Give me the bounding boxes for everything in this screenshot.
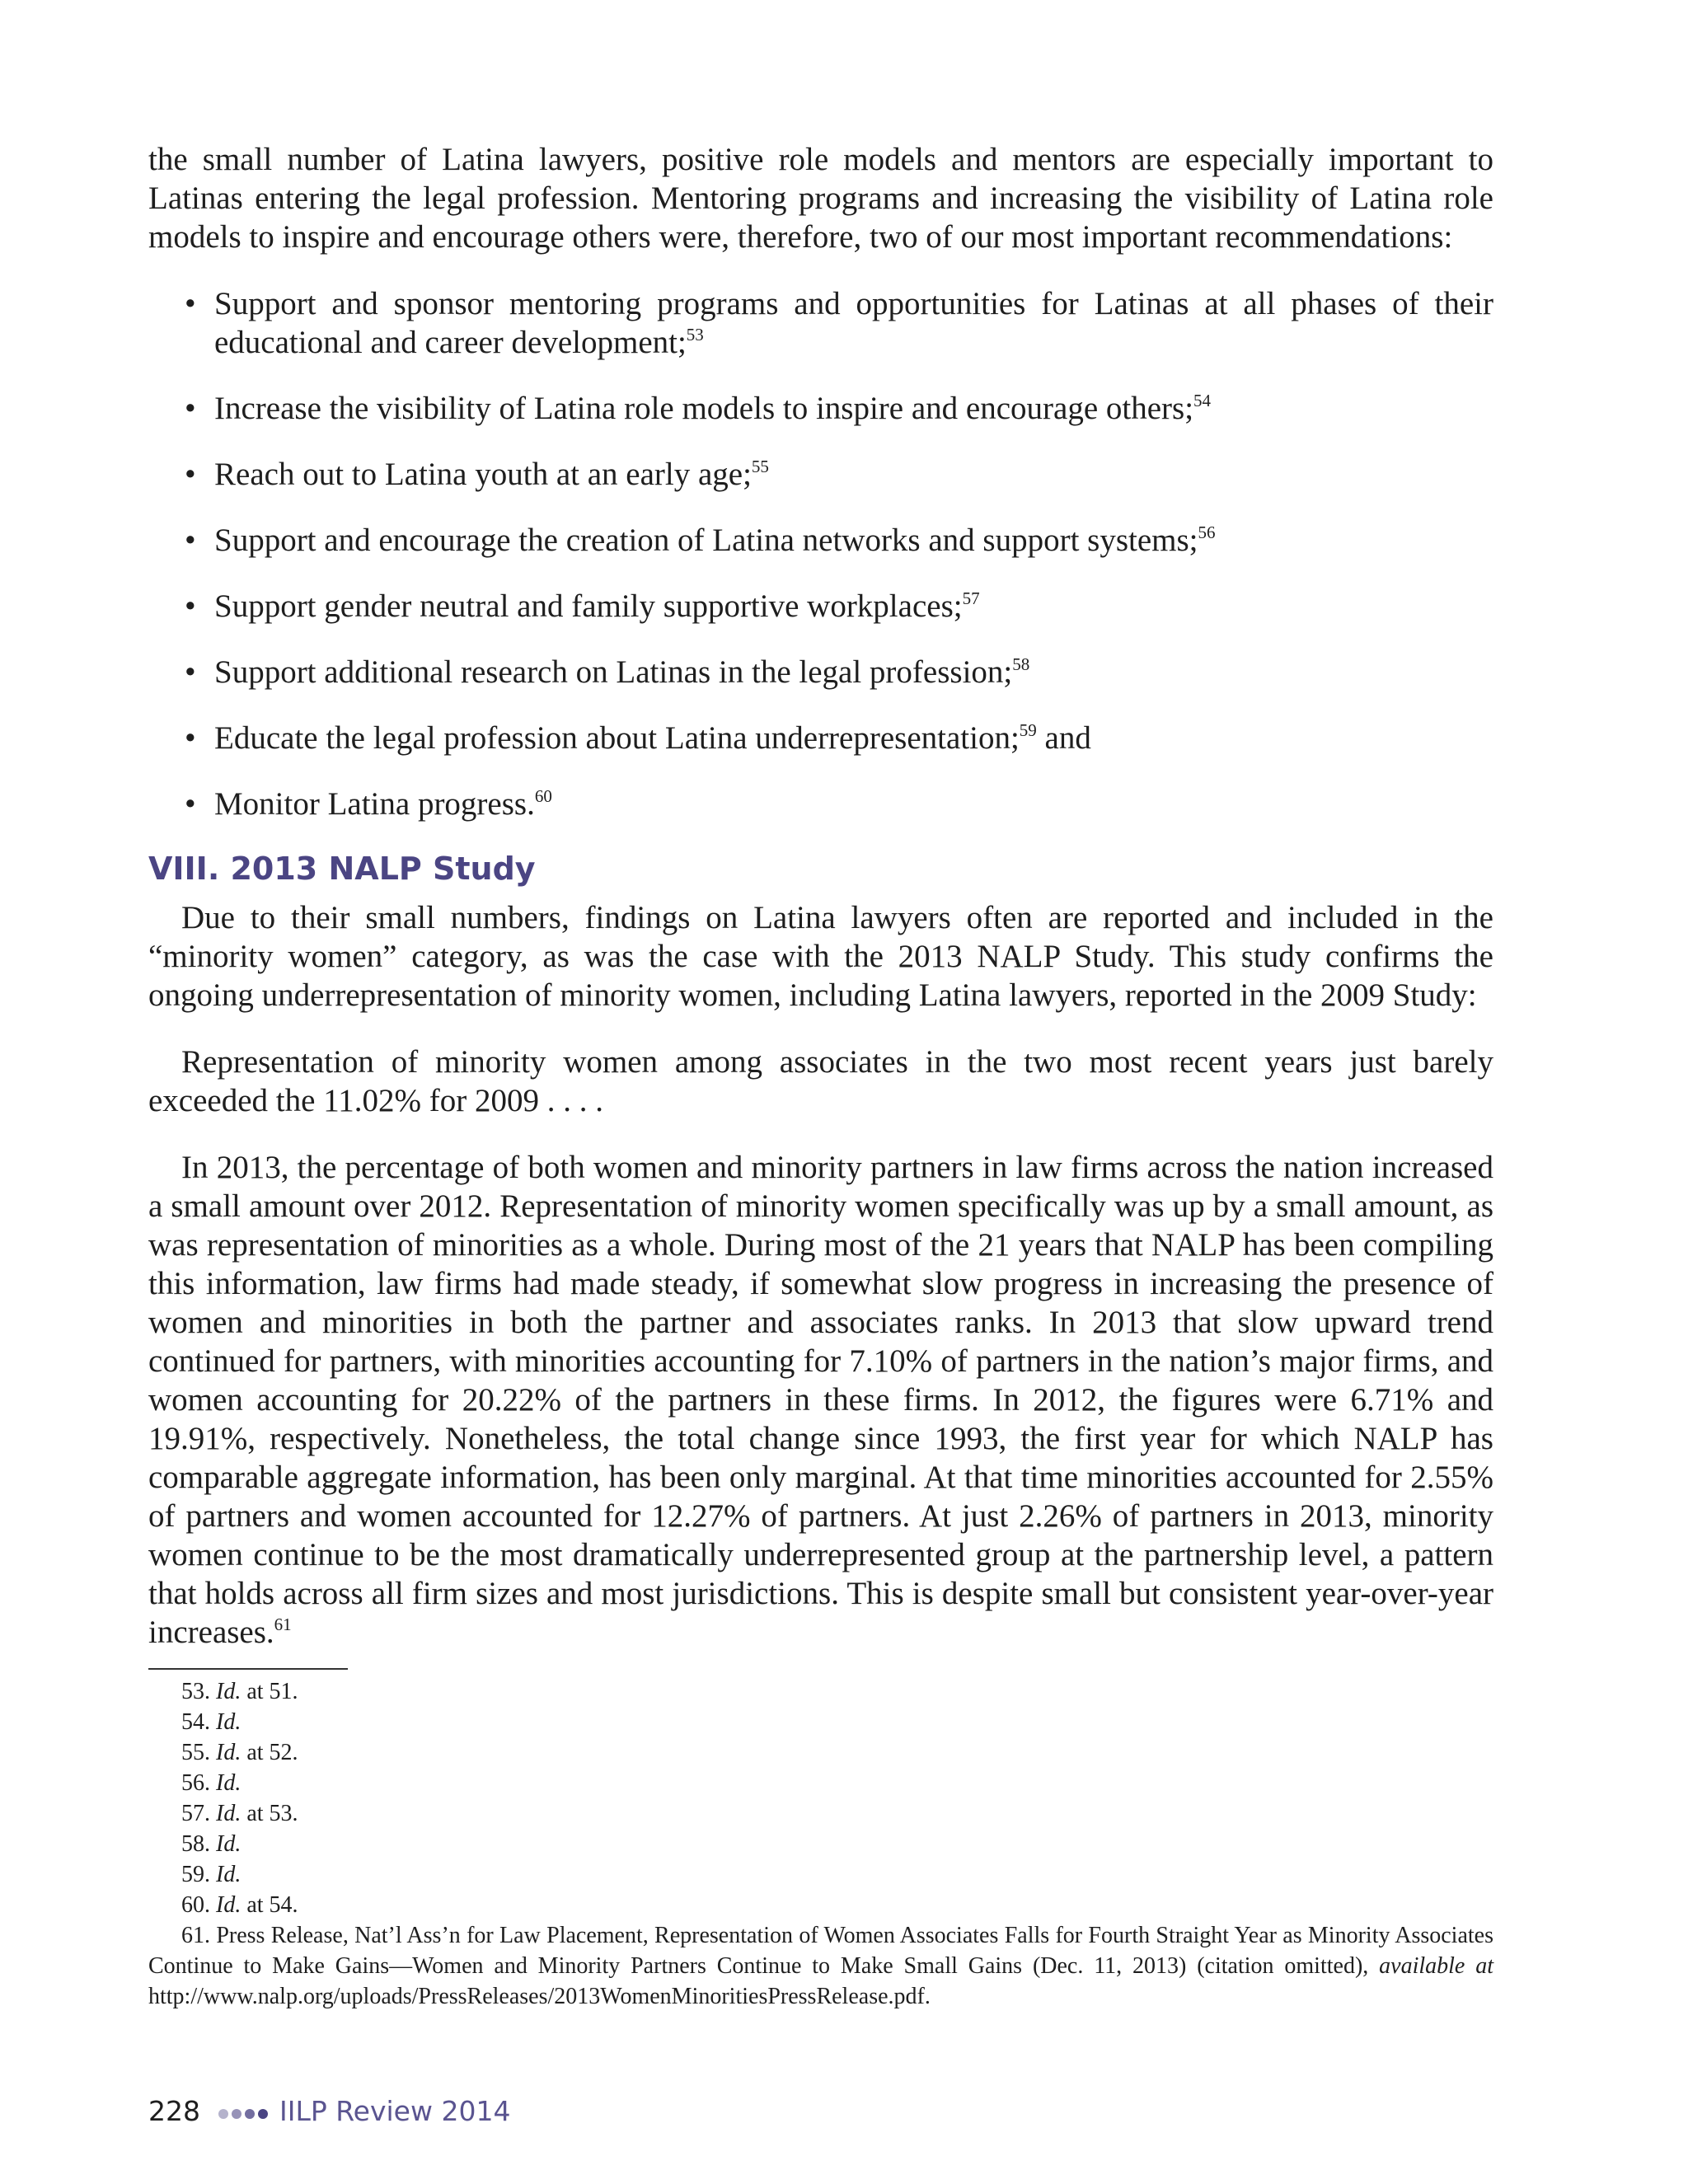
bullet-icon: •: [185, 523, 196, 558]
page-footer: [148, 2093, 510, 2131]
footnote: 57. Id. at 53.: [181, 1801, 298, 1826]
page-number: 228: [148, 2095, 200, 2127]
dot-4: [258, 2109, 268, 2119]
list-item-text: Support and encourage the creation of Latina networks and support systems;: [214, 523, 1198, 558]
list-item-text: Monitor Latina progress.: [214, 786, 535, 822]
intro-paragraph: the small number of Latina lawyers, positive role models and mentors are especially important to Latinas entering the legal profession. Mentoring programs and increasing the visibility of Latina role models to inspire and encourage others were, therefore, two of our most important recommendations:: [148, 142, 1493, 255]
footnote: 59. Id.: [181, 1862, 241, 1887]
footnote-ref: 55: [751, 457, 769, 476]
footnote-ref: 56: [1198, 523, 1216, 542]
bullet-icon: •: [185, 720, 196, 756]
document-page: [148, 140, 1493, 2012]
footnote: 55. Id. at 52.: [181, 1740, 298, 1765]
footnote-ref: 60: [534, 786, 552, 806]
footnote-divider: [148, 1668, 348, 1670]
list-item: [148, 785, 1493, 823]
footnote: 56. Id.: [181, 1770, 241, 1796]
bullet-icon: •: [185, 654, 196, 690]
footnote-ref: 53: [686, 325, 704, 344]
bullet-icon: •: [185, 588, 196, 624]
list-item: [148, 521, 1493, 560]
recommendations-list: [148, 284, 1493, 823]
block-quote-text: In 2013, the percentage of both women and minority partners in law firms across the nation increased a small amount over 2012. Representation of minority women specifically was up by a small amount, as was representation of minorities as a whole. During most of the 21 years that NALP has been compiling this information, law firms had made steady, if somewhat slow progress in increasing the presence of women and minorities in both the partner and associates ranks. In 2013 that slow upward trend continued for partners, with minorities accounting for 7.10% of partners in the nation’s major firms, and women accounting for 20.22% of the partners in these firms. In 2012, the figures were 6.71% and 19.91%, respectively. Nonetheless, the total change since 1993, the first year for which NALP has comparable aggregate information, has been only marginal. At that time minorities accounted for 2.55% of partners and women accounted for 12.27% of partners. At just 2.26% of partners in 2013, minority women continue to be the most dramatically underrepresented group at the partnership level, a pattern that holds across all firm sizes and most jurisdictions. This is despite small but consistent year-over-year increases.: [148, 1150, 1493, 1650]
list-item: [148, 587, 1493, 626]
bullet-icon: •: [185, 286, 196, 321]
list-item: • Educate the legal profession about Latina underrepresentation;$^{59}$ and: [185, 720, 1091, 756]
footnote: 53. Id. at 51.: [181, 1679, 298, 1704]
list-item-text: Support gender neutral and family supportive workplaces;: [214, 588, 963, 624]
footnote: 61. Press Release, Nat’l Ass’n for Law Placement, Representation of Women Associates Falls for Fourth Straight Year as Minority Associates Continue to Make Gains—Women and Minority Partners Continue to Make Small Gains (Dec. 11, 2013) (citation omitted), available at http://www.nalp.org/uploads/PressReleases/2013WomenMinoritiesPressRelease.pdf.: [148, 1923, 1493, 2009]
list-item: [148, 653, 1493, 691]
section-paragraph: Due to their small numbers, findings on Latina lawyers often are reported and included in the “minority women” category, as was the case with the 2013 NALP Study. This study confirms the ongoing underrepresentation of minority women, including Latina lawyers, reported in the 2009 Study:: [148, 900, 1493, 1013]
block-quote-paragraph: Representation of minority women among associates in the two most recent years just barely exceeded the 11.02% for 2009 . . . .: [148, 1044, 1493, 1118]
list-item-text: Educate the legal profession about Latina underrepresentation;: [214, 720, 1020, 756]
publication-title: IILP Review 2014: [279, 2095, 511, 2127]
list-item-text: Reach out to Latina youth at an early age;: [214, 457, 752, 492]
dot-3: [245, 2109, 255, 2119]
section-heading: VIII. 2013 NALP Study: [148, 851, 536, 887]
footnote-ref: 58: [1012, 654, 1030, 674]
bullet-icon: •: [185, 786, 196, 822]
bullet-icon: •: [185, 457, 196, 492]
block-quote-paragraph: [148, 1148, 1493, 1652]
dots-icon: [218, 2095, 271, 2131]
dot-2: [232, 2109, 241, 2119]
list-item-text: Support additional research on Latinas in the legal profession;: [214, 654, 1013, 690]
footnote-ref: 54: [1193, 391, 1212, 410]
footnote: 54. Id.: [181, 1709, 241, 1735]
footnote: 60. Id. at 54.: [181, 1892, 298, 1918]
footnote-ref: 57: [962, 588, 980, 608]
bullet-icon: •: [185, 391, 196, 426]
footnote-ref: 61: [274, 1615, 292, 1634]
list-item: [148, 284, 1493, 362]
footnote: 58. Id.: [181, 1831, 241, 1857]
footnotes-list: [148, 1676, 1493, 2012]
list-item-text: Increase the visibility of Latina role models to inspire and encourage others;: [214, 391, 1194, 426]
footnote-url: http://www.nalp.org/uploads/PressReleases/2013WomenMinoritiesPressRelease.pdf.: [148, 1984, 931, 2009]
list-item-text: Support and sponsor mentoring programs and opportunities for Latinas at all phases of their educational and career development;: [214, 286, 1493, 360]
list-item: [148, 455, 1493, 494]
list-item: [148, 389, 1493, 428]
dot-1: [218, 2109, 228, 2119]
footnote-ref: 59: [1019, 720, 1037, 740]
